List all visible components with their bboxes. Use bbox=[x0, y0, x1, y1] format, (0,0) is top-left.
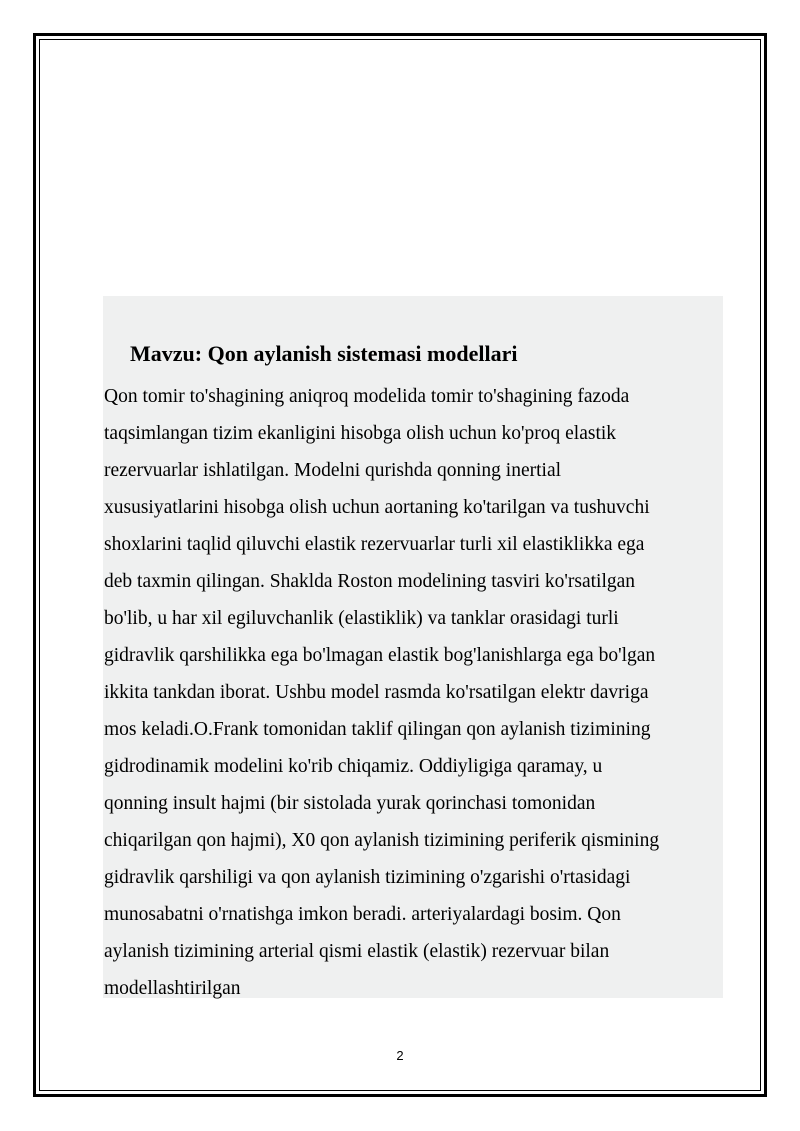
body-line: gidravlik qarshilikka ega bo'lmagan elastik bog'lanishlarga ega bo'lgan bbox=[104, 645, 656, 666]
body-line: shoxlarini taqlid qiluvchi elastik rezervuarlar turli xil elastiklikka ega bbox=[104, 534, 645, 555]
body-line: ikkita tankdan iborat. Ushbu model rasmda ko'rsatilgan elektr davriga bbox=[104, 682, 649, 703]
body-line: gidravlik qarshiligi va qon aylanish tizimining o'zgarishi o'rtasidagi bbox=[104, 867, 631, 888]
body-line: deb taxmin qilingan. Shaklda Roston modelining tasviri ko'rsatilgan bbox=[104, 571, 636, 592]
body-paragraph bbox=[104, 378, 724, 1007]
body-line: Qon tomir to'shagining aniqroq modelida tomir to'shagining fazoda bbox=[104, 386, 630, 407]
topic-title: Mavzu: Qon aylanish sistemasi modellari bbox=[130, 341, 518, 366]
body-line: rezervuarlar ishlatilgan. Modelni qurishda qonning inertial bbox=[104, 460, 562, 481]
body-line: mos keladi.O.Frank tomonidan taklif qilingan qon aylanish tizimining bbox=[104, 719, 651, 740]
body-line: xususiyatlarini hisobga olish uchun aortaning ko'tarilgan va tushuvchi bbox=[104, 497, 650, 518]
body-line: taqsimlangan tizim ekanligini hisobga olish uchun ko'proq elastik bbox=[104, 423, 617, 444]
body-line: aylanish tizimining arterial qismi elastik (elastik) rezervuar bilan bbox=[104, 941, 610, 962]
body-line: chiqarilgan qon hajmi), X0 qon aylanish tizimining periferik qismining bbox=[104, 830, 660, 851]
body-line: qonning insult hajmi (bir sistolada yurak qorinchasi tomonidan bbox=[104, 793, 596, 814]
body-line: munosabatni o'rnatishga imkon beradi. arteriyalardagi bosim. Qon bbox=[104, 904, 621, 925]
body-line: bo'lib, u har xil egiluvchanlik (elastiklik) va tanklar orasidagi turli bbox=[104, 608, 619, 629]
body-line: modellashtirilgan bbox=[104, 978, 241, 999]
body-line: gidrodinamik modelini ko'rib chiqamiz. Oddiyligiga qaramay, u bbox=[104, 756, 603, 777]
page-number: 2 bbox=[396, 1048, 404, 1063]
